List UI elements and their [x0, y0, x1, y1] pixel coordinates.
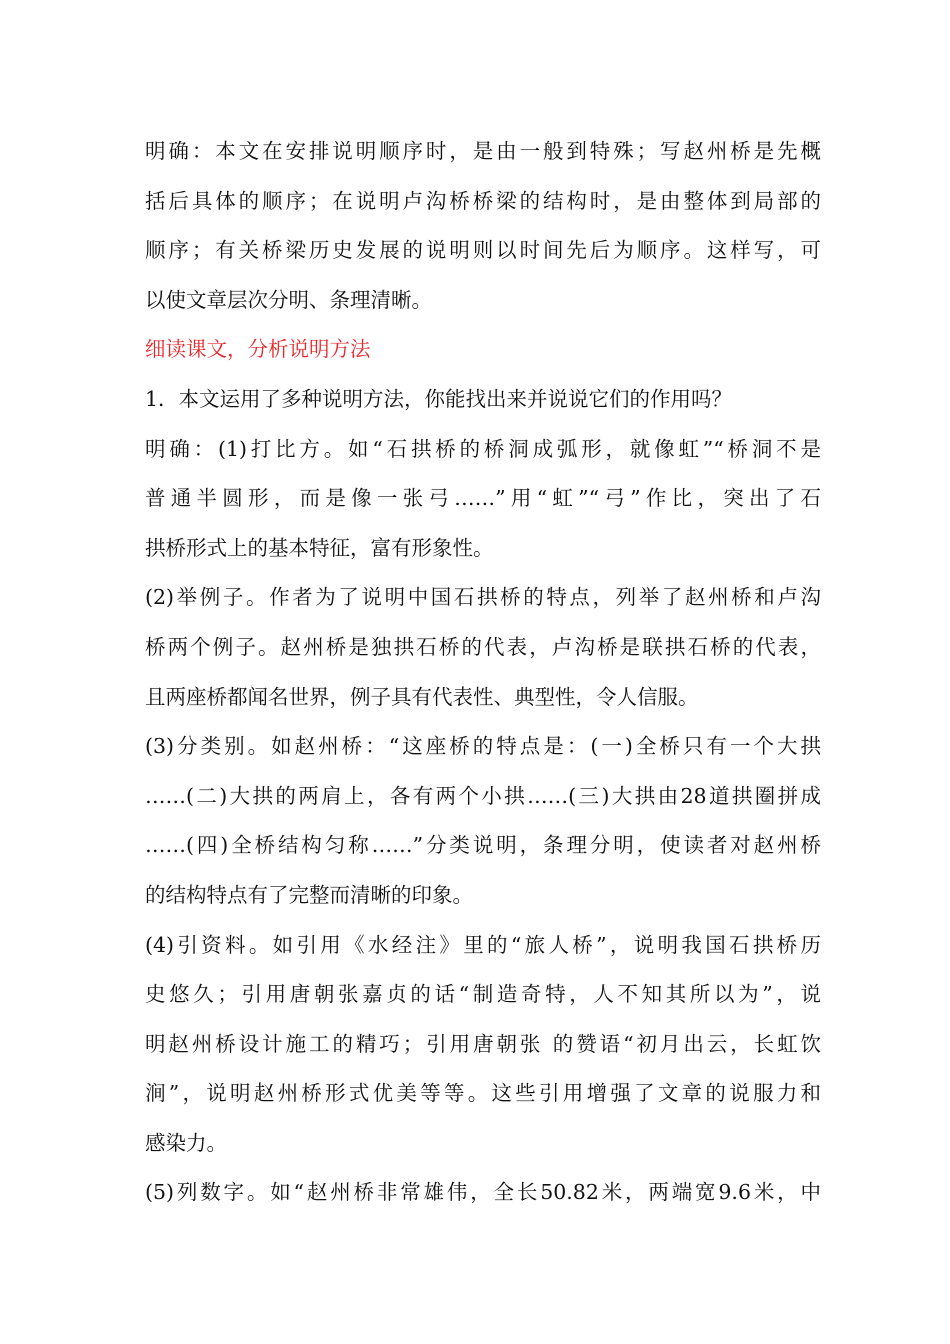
text-line: 明确：本文在安排说明顺序时，是由一般到特殊；写赵州桥是先概 [145, 139, 821, 163]
text-line: 括后具体的顺序；在说明卢沟桥桥梁的结构时，是由整体到局部的 [145, 188, 821, 213]
text-line: 史悠久；引用唐朝张嘉贞的话“制造奇特，人不知其所以为”，说 [145, 982, 821, 1007]
document-page [145, 127, 821, 1218]
text-line: 涧”，说明赵州桥形式优美等等。这些引用增强了文章的说服力和 [145, 1081, 821, 1106]
text-line: ……(四)全桥结构匀称……”分类说明，条理分明，使读者对赵州桥 [145, 833, 821, 858]
text-line: (5)列数字。如“赵州桥非常雄伟，全长50.82米，两端宽9.6米，中 [145, 1180, 821, 1205]
text-line: (2)举例子。作者为了说明中国石拱桥的特点，列举了赵州桥和卢沟 [145, 585, 821, 610]
text-line: (4)引资料。如引用《水经注》里的“旅人桥”，说明我国石拱桥历 [145, 932, 821, 957]
text-line: 普通半圆形，而是像一张弓……”用“虹”“弓”作比，突出了石 [145, 486, 821, 511]
text-line: 拱桥形式上的基本特征，富有形象性。 [145, 535, 494, 560]
text-line: 明赵州桥设计施工的精巧；引用唐朝张 的赞语“初月出云，长虹饮 [145, 1031, 821, 1056]
text-line: 感染力。 [145, 1130, 227, 1155]
text-line: 桥两个例子。赵州桥是独拱石桥的代表，卢沟桥是联拱石桥的代表， [145, 634, 821, 659]
text-line: 以使文章层次分明、条理清晰。 [145, 287, 432, 312]
text-line: ……(二)大拱的两肩上，各有两个小拱……(三)大拱由28道拱圈拼成 [145, 783, 821, 808]
text-line: 且两座桥都闻名世界，例子具有代表性、典型性，令人信服。 [145, 684, 699, 709]
text-line: 1．本文运用了多种说明方法，你能找出来并说说它们的作用吗？ [145, 386, 733, 411]
section-heading: 细读课文，分析说明方法 [145, 337, 371, 362]
text-line: (3)分类别。如赵州桥：“这座桥的特点是：(一)全桥只有一个大拱 [145, 734, 821, 759]
text-line: 顺序；有关桥梁历史发展的说明则以时间先后为顺序。这样写，可 [145, 238, 821, 263]
text-line: 的结构特点有了完整而清晰的印象。 [145, 882, 473, 907]
text-line: 明确：(1)打比方。如“石拱桥的桥洞成弧形，就像虹”“桥洞不是 [145, 436, 821, 461]
